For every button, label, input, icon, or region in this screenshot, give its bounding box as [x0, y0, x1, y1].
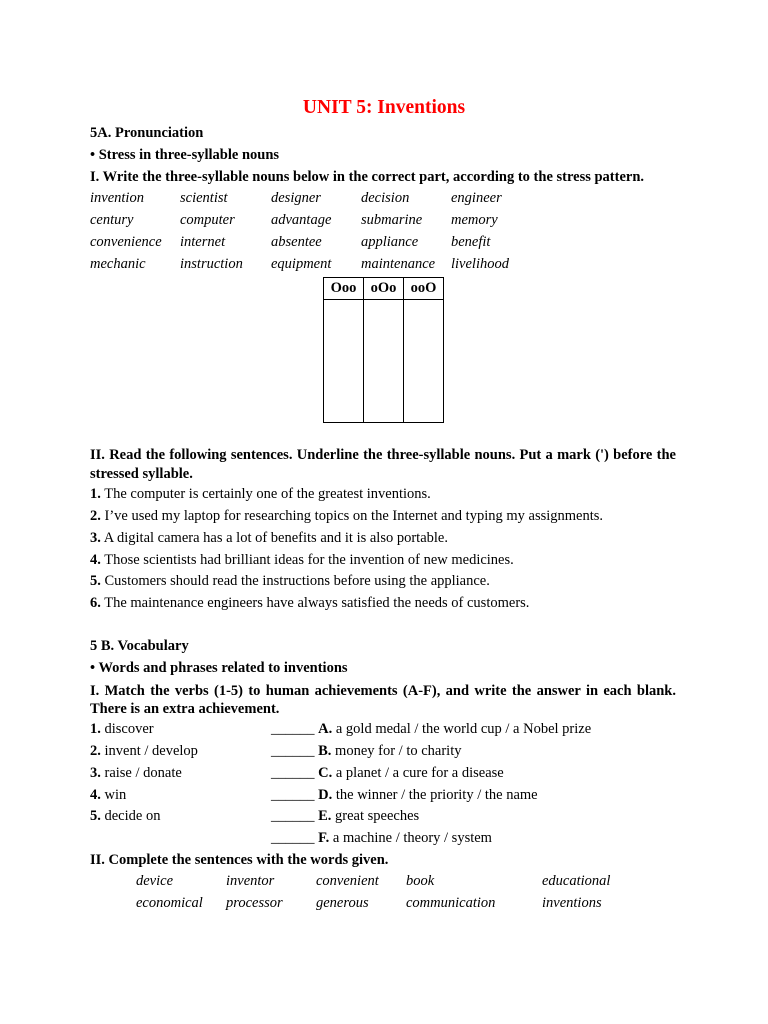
- word: scientist: [180, 190, 228, 206]
- sentence-number: 4.: [90, 552, 101, 568]
- sentence-item: [90, 573, 490, 590]
- achievement-text: a gold medal / the world cup / a Nobel prize: [332, 721, 592, 737]
- achievement-text: money for / to charity: [331, 743, 462, 759]
- sentence-item: [90, 486, 431, 503]
- page-title: UNIT 5: Inventions: [302, 97, 466, 118]
- sentence-item: [90, 530, 448, 547]
- word: equipment: [271, 256, 332, 272]
- verb-item: [90, 743, 198, 760]
- answer-blank[interactable]: ______: [271, 830, 319, 846]
- sentence-number: 6.: [90, 595, 101, 611]
- word: instruction: [180, 256, 243, 272]
- answer-blank[interactable]: ______: [271, 743, 319, 759]
- word-bank-item: processor: [226, 895, 283, 911]
- word: internet: [180, 234, 226, 250]
- achievement-item: [271, 765, 504, 782]
- verb-number: 3.: [90, 765, 101, 781]
- word-bank-item: generous: [316, 895, 369, 911]
- word-bank-item: inventions: [542, 895, 602, 911]
- section-a-heading: 5A. Pronunciation: [90, 125, 204, 141]
- verb-item: [90, 787, 126, 804]
- achievement-text: a machine / theory / system: [329, 830, 492, 846]
- achievement-letter: A.: [318, 721, 333, 737]
- sentence-text: The maintenance engineers have always satisfied the needs of customers.: [100, 595, 530, 611]
- achievement-item: [271, 787, 538, 804]
- verb-item: [90, 808, 160, 825]
- word-bank-item: convenient: [316, 873, 379, 889]
- sentence-text: I’ve used my laptop for researching topics on the Internet and typing my assignments.: [100, 508, 604, 524]
- verb-text: invent / develop: [100, 743, 198, 759]
- word-bank-item: book: [406, 873, 435, 889]
- word: advantage: [271, 212, 332, 228]
- table-header-ooo-last: ooO: [404, 278, 444, 300]
- achievement-text: great speeches: [331, 808, 420, 824]
- exercise-a1-instruction: I. Write the three-syllable nouns below in the correct part, according to the stress pattern.: [90, 169, 645, 185]
- word-bank-item: educational: [542, 873, 611, 889]
- verb-number: 4.: [90, 787, 101, 803]
- achievement-item: [271, 743, 461, 760]
- exercise-b2-instruction: II. Complete the sentences with the words given.: [90, 852, 389, 868]
- answer-blank[interactable]: ______: [271, 765, 319, 781]
- achievement-text: the winner / the priority / the name: [332, 787, 538, 803]
- word: benefit: [451, 234, 491, 250]
- sentence-number: 1.: [90, 486, 101, 502]
- word: memory: [451, 212, 498, 228]
- sentence-item: [90, 508, 603, 525]
- achievement-letter: B.: [318, 743, 332, 759]
- stress-pattern-table: [323, 277, 444, 423]
- achievement-item: [271, 830, 492, 847]
- sentence-text: The computer is certainly one of the greatest inventions.: [100, 486, 431, 502]
- word: absentee: [271, 234, 322, 250]
- achievement-item: [271, 721, 591, 738]
- word: decision: [361, 190, 410, 206]
- verb-item: [90, 721, 154, 738]
- exercise-b1-instruction: I. Match the verbs (1-5) to human achievements (A-F), and write the answer in each blank. There is an extra achievement.: [90, 683, 676, 717]
- table-cell-answer[interactable]: [404, 300, 444, 423]
- word: engineer: [451, 190, 502, 206]
- achievement-item: [271, 808, 419, 825]
- word: submarine: [361, 212, 423, 228]
- achievement-text: a planet / a cure for a disease: [332, 765, 504, 781]
- achievement-letter: D.: [318, 787, 333, 803]
- answer-blank[interactable]: ______: [271, 808, 319, 824]
- verb-number: 5.: [90, 808, 101, 824]
- word: computer: [180, 212, 235, 228]
- word: livelihood: [451, 256, 509, 272]
- sentence-number: 3.: [90, 530, 101, 546]
- section-a-bullet: • Stress in three-syllable nouns: [90, 147, 280, 163]
- word-bank-item: inventor: [226, 873, 275, 889]
- table-header-ooo: Ooo: [324, 278, 364, 300]
- word-bank-item: economical: [136, 895, 203, 911]
- verb-text: decide on: [100, 808, 161, 824]
- verb-text: discover: [100, 721, 154, 737]
- verb-number: 2.: [90, 743, 101, 759]
- word-bank-item: communication: [406, 895, 496, 911]
- word-bank-item: device: [136, 873, 174, 889]
- section-b-heading: 5 B. Vocabulary: [90, 638, 189, 654]
- table-header-ooo-middle: oOo: [364, 278, 404, 300]
- table-cell-answer[interactable]: [324, 300, 364, 423]
- verb-text: win: [100, 787, 127, 803]
- word: invention: [90, 190, 144, 206]
- sentence-text: Customers should read the instructions before using the appliance.: [100, 573, 490, 589]
- sentence-item: [90, 552, 514, 569]
- sentence-text: Those scientists had brilliant ideas for the invention of new medicines.: [100, 552, 514, 568]
- word: mechanic: [90, 256, 146, 272]
- word: appliance: [361, 234, 419, 250]
- word: convenience: [90, 234, 162, 250]
- word: designer: [271, 190, 321, 206]
- verb-text: raise / donate: [100, 765, 182, 781]
- achievement-letter: E.: [318, 808, 332, 824]
- word: century: [90, 212, 134, 228]
- answer-blank[interactable]: ______: [271, 721, 319, 737]
- table-cell-answer[interactable]: [364, 300, 404, 423]
- achievement-letter: C.: [318, 765, 333, 781]
- sentence-number: 5.: [90, 573, 101, 589]
- sentence-item: [90, 595, 529, 612]
- sentence-number: 2.: [90, 508, 101, 524]
- sentence-text: A digital camera has a lot of benefits and it is also portable.: [100, 530, 448, 546]
- verb-item: [90, 765, 182, 782]
- verb-number: 1.: [90, 721, 101, 737]
- word: maintenance: [361, 256, 436, 272]
- answer-blank[interactable]: ______: [271, 787, 319, 803]
- section-b-bullet: • Words and phrases related to inventions: [90, 660, 348, 676]
- exercise-a2-instruction: II. Read the following sentences. Underline the three-syllable nouns. Put a mark (') before the stressed syllable.: [90, 447, 676, 482]
- achievement-letter: F.: [318, 830, 330, 846]
